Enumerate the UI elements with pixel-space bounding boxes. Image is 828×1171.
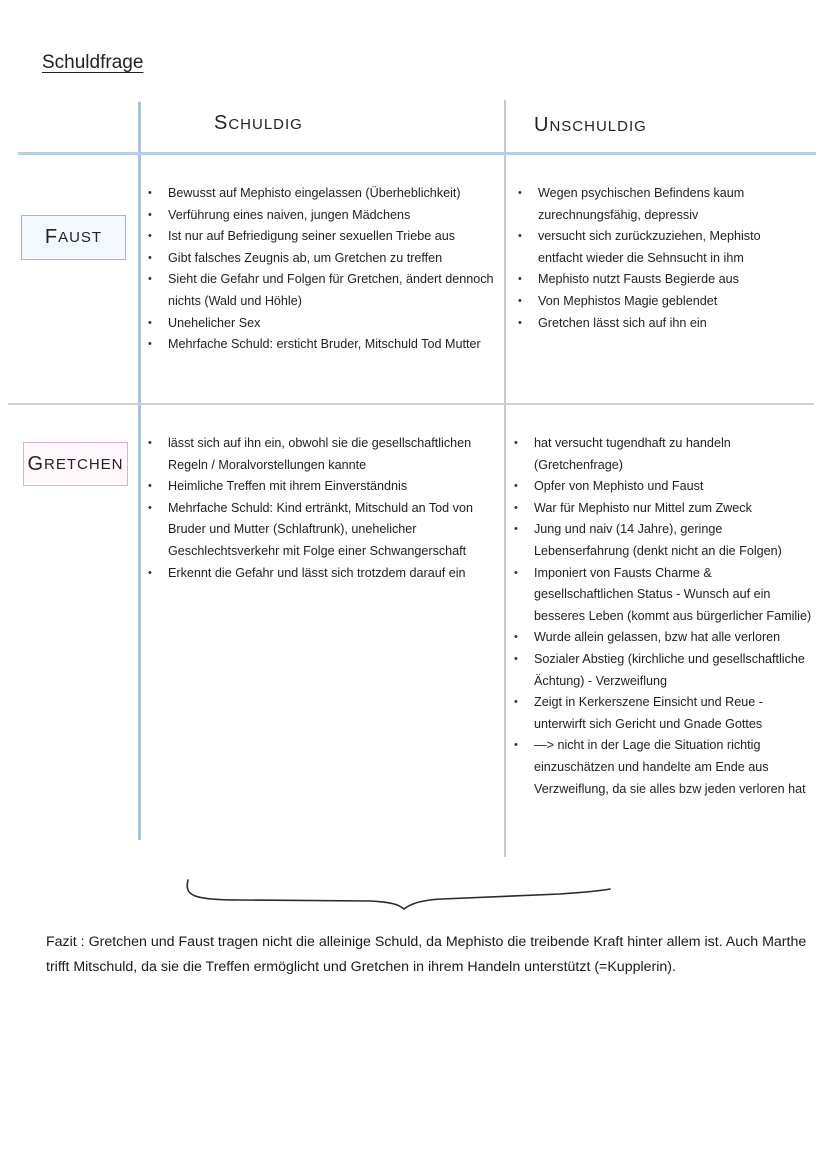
list-item: • lässt sich auf ihn ein, obwohl sie die gesellschaftlichen Regeln / Moralvorstellungen kannte [148,433,496,476]
list-item: • hat versucht tugendhaft zu handeln (Gretchenfrage) [514,433,814,476]
list-item: • Imponiert von Fausts Charme & gesellschaftlichen Status - Wunsch auf ein besseres Leben (kommt aus bürgerlicher Familie) [514,563,814,628]
grid-vertical-line-right [504,100,506,857]
list-item: • —> nicht in der Lage die Situation richtig einzuschätzen und handelte am Ende aus Verzweiflung, da sie alles bzw jeden verloren hat [514,735,814,800]
page-title: Schuldfrage [42,52,144,73]
list-item: • Von Mephistos Magie geblendet [518,291,780,313]
curly-brace-icon [180,876,620,916]
row-label-gretchen [23,442,128,486]
list-item: • Gretchen lässt sich auf ihn ein [518,313,780,335]
list-item: • Jung und naiv (14 Jahre), geringe Lebenserfahrung (denkt nicht an die Folgen) [514,519,814,562]
list-item: • Gibt falsches Zeugnis ab, um Gretchen zu treffen [148,248,498,270]
column-header-unschuldig-initial: U [534,114,550,136]
list-item: • Wegen psychischen Befindens kaum zurechnungsfähig, depressiv [518,183,780,226]
cell-faust-unschuldig [518,183,780,334]
list-item: • versucht sich zurückzuziehen, Mephisto entfacht wieder die Sehnsucht in ihm [518,226,780,269]
column-header-schuldig-rest: CHULDIG [228,116,303,133]
column-header-schuldig-initial: S [214,112,229,134]
row-label-faust-rest: AUST [58,229,103,246]
row-label-faust-initial: F [44,226,59,248]
row-label-gretchen-rest: RETCHEN [44,455,124,473]
list-item: • Mehrfache Schuld: Kind ertränkt, Mitschuld an Tod von Bruder und Mutter (Schlaftrunk), unehelicher Geschlechtsverkehr mit Folge einer Schwangerschaft [148,498,496,563]
grid-header-line [18,152,816,155]
fazit-text: Fazit : Gretchen und Faust tragen nicht die alleinige Schuld, da Mephisto die treibende Kraft hinter allem ist. Auch Marthe trifft Mitschuld, da sie die Treffen ermöglicht und Gretchen in ihrem Handeln unterstützt (=Kupplerin). [46,934,807,975]
cell-gretchen-schuldig [148,433,496,584]
list-item: • Mephisto nutzt Fausts Begierde aus [518,269,780,291]
list-item: • Sozialer Abstieg (kirchliche und gesellschaftliche Ächtung) - Verzweiflung [514,649,814,692]
list-item: • Ist nur auf Befriedigung seiner sexuellen Triebe aus [148,226,498,248]
list-item: • Opfer von Mephisto und Faust [514,476,814,498]
row-label-gretchen-initial: G [27,452,45,475]
column-header-schuldig [214,112,303,135]
list-item: • Sieht die Gefahr und Folgen für Gretchen, ändert dennoch nichts (Wald und Höhle) [148,269,498,312]
cell-faust-schuldig [148,183,498,356]
column-header-unschuldig-rest: NSCHULDIG [549,118,647,135]
cell-gretchen-unschuldig [514,433,814,800]
list-item: • Zeigt in Kerkerszene Einsicht und Reue - unterwirft sich Gericht und Gnade Gottes [514,692,814,735]
grid-vertical-line-left [138,102,141,840]
list-item: • Heimliche Treffen mit ihrem Einverständnis [148,476,496,498]
list-item: • Verführung eines naiven, jungen Mädchens [148,205,498,227]
list-item: • War für Mephisto nur Mittel zum Zweck [514,498,814,520]
list-item: • Bewusst auf Mephisto eingelassen (Überheblichkeit) [148,183,498,205]
list-item: • Unehelicher Sex [148,313,498,335]
column-header-unschuldig [534,114,647,137]
list-item: • Wurde allein gelassen, bzw hat alle verloren [514,627,814,649]
list-item: • Erkennt die Gefahr und lässt sich trotzdem darauf ein [148,563,496,585]
row-label-faust [21,215,126,260]
list-item: • Mehrfache Schuld: ersticht Bruder, Mitschuld Tod Mutter [148,334,498,356]
grid-row-divider [8,403,814,405]
